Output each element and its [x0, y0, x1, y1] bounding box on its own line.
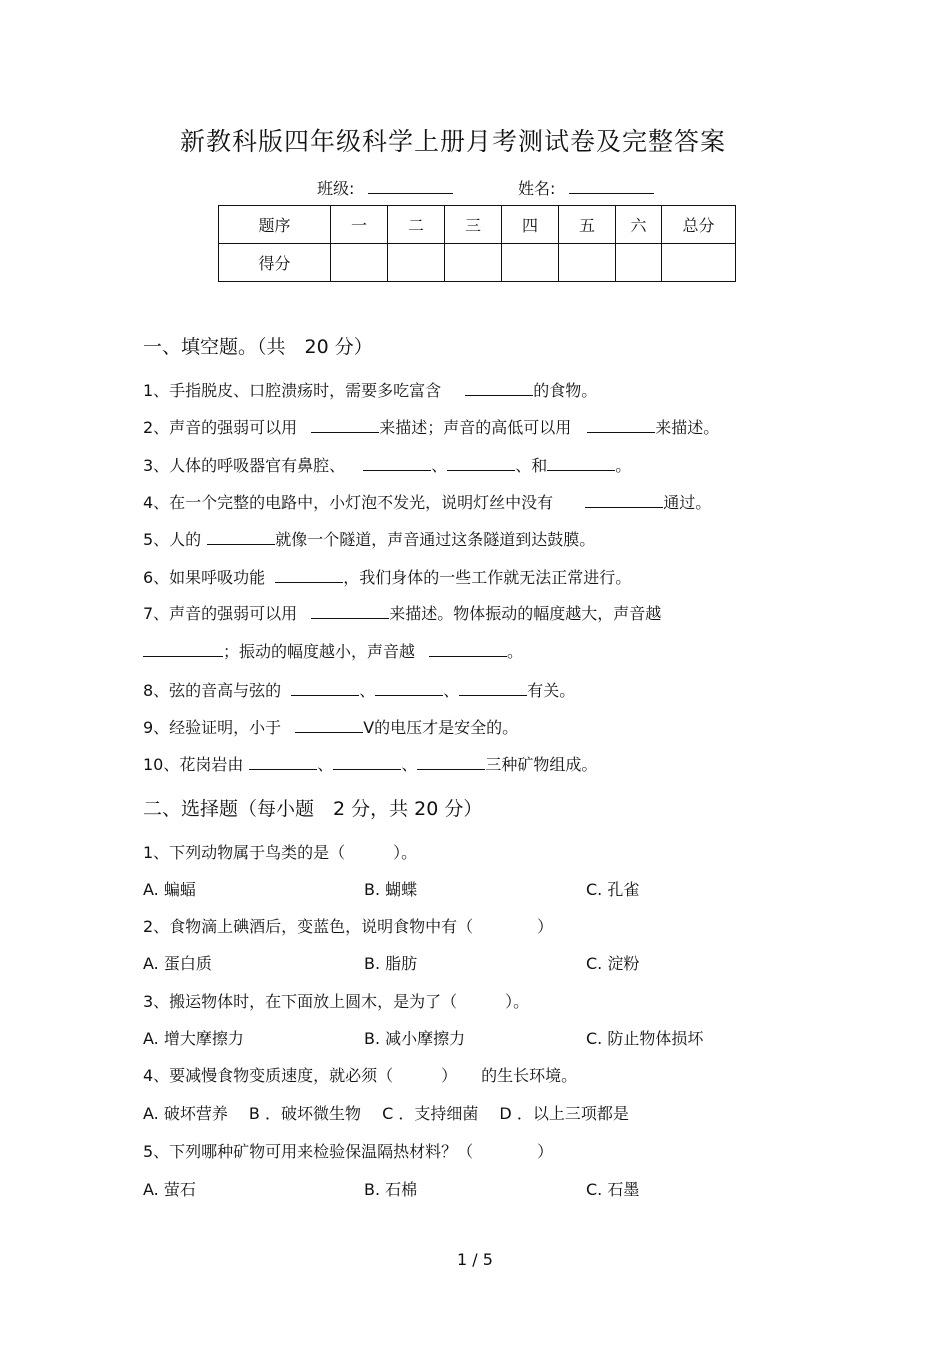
score-table-header-row: [219, 206, 736, 244]
section1-heading: 一、填空题。（共 20 分）: [143, 336, 373, 358]
q8-sep: 、: [359, 681, 376, 700]
score-table: [218, 205, 736, 282]
choice-option-a[interactable]: A. 蛋白质: [143, 954, 212, 973]
answer-blank[interactable]: [275, 568, 343, 583]
score-header-cell: 三: [445, 206, 502, 244]
q2-text-end: 来描述。: [655, 418, 720, 437]
q5-text: 5、人的: [143, 530, 202, 549]
q10-sep: 、: [401, 755, 418, 774]
choice-question-1: 1、下列动物属于鸟类的是（ ）。: [143, 843, 418, 862]
choice-option-b[interactable]: B. 脂肪: [364, 954, 418, 973]
score-cell[interactable]: [331, 244, 388, 282]
fill-question-1: [143, 378, 597, 401]
score-cell[interactable]: [388, 244, 445, 282]
q4-text: 4、在一个完整的电路中，小灯泡不发光，说明灯丝中没有: [143, 493, 554, 512]
choice-question-3: 3、搬运物体时，在下面放上圆木，是为了（ ）。: [143, 992, 530, 1011]
fill-question-7: [143, 601, 661, 624]
q6-text-end: ，我们身体的一些工作就无法正常进行。: [343, 568, 632, 587]
answer-blank[interactable]: [417, 755, 485, 770]
q2-text-mid: 来描述；声音的高低可以用: [379, 418, 572, 437]
choice-option-c[interactable]: C. 防止物体损坏: [586, 1029, 704, 1048]
answer-blank[interactable]: [249, 755, 317, 770]
q8-text: 8、弦的音高与弦的: [143, 681, 282, 700]
score-header-cell: 总分: [662, 206, 736, 244]
q7-text-end: 。: [507, 642, 524, 661]
choice-option-a[interactable]: A. 蝙蝠: [143, 880, 196, 899]
q3-text: 3、人体的呼吸器官有鼻腔、: [143, 456, 346, 475]
choice-option-b[interactable]: B. 蝴蝶: [364, 880, 418, 899]
q7-text-mid2: ；振动的幅度越小，声音越: [223, 642, 416, 661]
choice-option-c[interactable]: C. 淀粉: [586, 954, 640, 973]
q7-text-mid: 来描述。物体振动的幅度越大，声音越: [389, 604, 662, 623]
choice-option-a[interactable]: A. 增大摩擦力: [143, 1029, 244, 1048]
answer-blank[interactable]: [363, 456, 431, 471]
choice-option-b[interactable]: B. 减小摩擦力: [364, 1029, 466, 1048]
fill-question-3: [143, 453, 631, 476]
fill-question-10: [143, 752, 597, 775]
name-blank[interactable]: [569, 179, 654, 194]
q3-sep: 、和: [515, 456, 548, 475]
q5-text-end: 就像一个隧道，声音通过这条隧道到达鼓膜。: [275, 530, 596, 549]
score-cell[interactable]: [662, 244, 736, 282]
fill-question-6: [143, 565, 631, 588]
fill-question-2: [143, 415, 719, 438]
choice-option-a[interactable]: A. 萤石: [143, 1180, 196, 1199]
choice-question-2: 2、食物滴上碘酒后，变蓝色，说明食物中有（ ）: [143, 917, 554, 936]
score-header-cell: 题序: [219, 206, 331, 244]
score-cell[interactable]: [502, 244, 559, 282]
score-cell[interactable]: [445, 244, 502, 282]
score-cell[interactable]: [616, 244, 662, 282]
q2-text: 2、声音的强弱可以用: [143, 418, 298, 437]
fill-question-9: [143, 715, 518, 738]
answer-blank[interactable]: [465, 381, 533, 396]
class-blank[interactable]: [368, 179, 453, 194]
score-cell[interactable]: [559, 244, 616, 282]
score-row-label: 得分: [219, 244, 331, 282]
choice-question-4: 4、要减慢食物变质速度，就必须（ ） 的生长环境。: [143, 1066, 578, 1085]
answer-blank[interactable]: [447, 456, 515, 471]
q9-text: 9、经验证明，小于: [143, 718, 282, 737]
q3-sep: 、: [431, 456, 448, 475]
section2-heading: 二、选择题（每小题 2 分，共 20 分）: [143, 798, 483, 820]
choice-question-5: 5、下列哪种矿物可用来检验保温隔热材料？（ ）: [143, 1142, 554, 1161]
answer-blank[interactable]: [291, 681, 359, 696]
class-label: 班级:: [317, 179, 355, 198]
fill-question-8: [143, 678, 575, 701]
answer-blank[interactable]: [311, 604, 389, 619]
answer-blank[interactable]: [429, 642, 507, 657]
score-header-cell: 四: [502, 206, 559, 244]
answer-blank[interactable]: [585, 493, 663, 508]
score-header-cell: 二: [388, 206, 445, 244]
q1-text: 1、手指脱皮、口腔溃疡时，需要多吃富含: [143, 381, 442, 400]
score-header-cell: 一: [331, 206, 388, 244]
answer-blank[interactable]: [547, 456, 615, 471]
q8-text-end: 有关。: [527, 681, 576, 700]
document-title: 新教科版四年级科学上册月考测试卷及完整答案: [179, 127, 726, 156]
answer-blank[interactable]: [375, 681, 443, 696]
fill-question-4: [143, 490, 711, 513]
name-label: 姓名:: [518, 179, 556, 198]
choice-option-c[interactable]: C. 石墨: [586, 1180, 640, 1199]
page-number: 1 / 5: [457, 1250, 493, 1269]
q10-text: 10、花岗岩由: [143, 755, 244, 774]
answer-blank[interactable]: [459, 681, 527, 696]
answer-blank[interactable]: [295, 718, 363, 733]
q6-text: 6、如果呼吸功能: [143, 568, 266, 587]
score-header-cell: 五: [559, 206, 616, 244]
choice-option-c[interactable]: C. 孔雀: [586, 880, 640, 899]
answer-blank[interactable]: [311, 418, 379, 433]
q1-text-end: 的食物。: [533, 381, 598, 400]
choice-options-row[interactable]: A. 破坏营养 B ．破坏微生物 C ．支持细菌 D ．以上三项都是: [143, 1104, 629, 1123]
answer-blank[interactable]: [333, 755, 401, 770]
q10-text-end: 三种矿物组成。: [485, 755, 598, 774]
answer-blank[interactable]: [587, 418, 655, 433]
answer-blank[interactable]: [143, 642, 223, 657]
name-field: [518, 176, 654, 199]
score-header-cell: 六: [616, 206, 662, 244]
q8-sep: 、: [443, 681, 460, 700]
fill-question-7-cont: [143, 639, 523, 662]
q4-text-end: 通过。: [663, 493, 712, 512]
fill-question-5: [143, 527, 595, 550]
choice-option-b[interactable]: B. 石棉: [364, 1180, 418, 1199]
q7-text: 7、声音的强弱可以用: [143, 604, 298, 623]
q3-text-end: 。: [615, 456, 632, 475]
answer-blank[interactable]: [207, 530, 275, 545]
q10-sep: 、: [317, 755, 334, 774]
score-table-row: [219, 244, 736, 282]
class-field: [317, 176, 453, 199]
q9-text-end: V的电压才是安全的。: [363, 718, 519, 737]
